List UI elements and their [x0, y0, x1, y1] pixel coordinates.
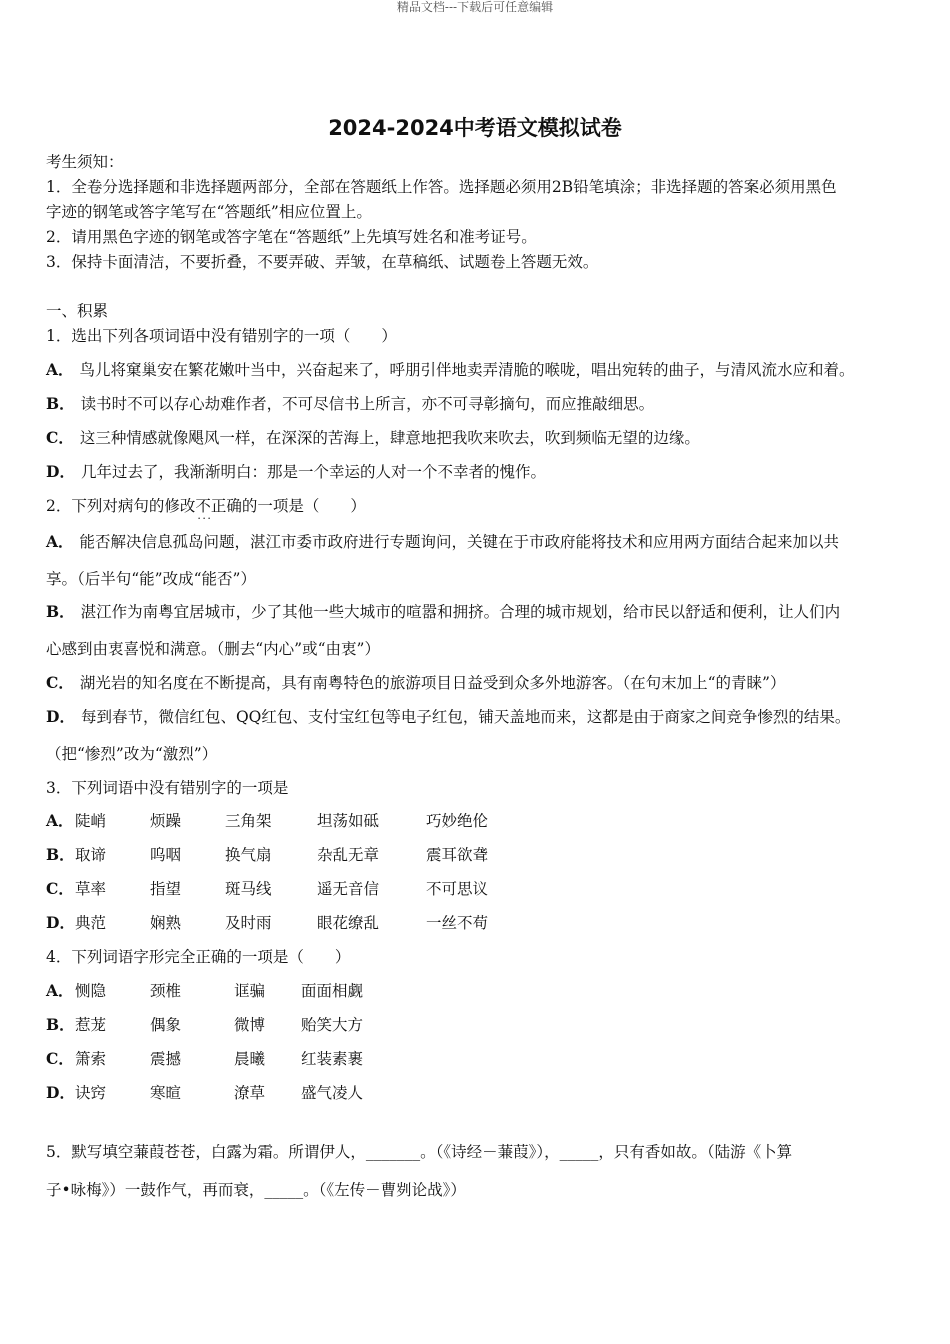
- emphasis-text: 不正确 · · ·: [195, 497, 242, 515]
- word: 盛气凌人: [301, 1084, 364, 1102]
- word: 典范: [75, 914, 107, 932]
- page-title: 2024-2024中考语文模拟试卷: [328, 116, 622, 140]
- word: 潦草: [234, 1084, 266, 1102]
- option-label: B．: [46, 394, 75, 413]
- option-label: B．: [46, 1015, 75, 1034]
- option-label: A．: [46, 360, 74, 379]
- word: 巧妙绝伦: [426, 812, 489, 830]
- option-b: [46, 602, 840, 622]
- word: 娴熟: [150, 914, 182, 932]
- question-stem-cont: 子•咏梅》）一鼓作气，再而衰，_____。（《左传－曹刿论战》）: [46, 1181, 466, 1199]
- option-d: [46, 707, 850, 727]
- option-label: C．: [46, 428, 74, 447]
- option-text: 湖光岩的知名度在不断提高，具有南粤特色的旅游项目日益受到众多外地游客。（在句末加上“的青睐”）: [79, 674, 786, 692]
- question-stem: 1．选出下列各项词语中没有错别字的一项（ ）: [46, 327, 397, 345]
- word: 贻笑大方: [301, 1016, 364, 1034]
- word: 斑马线: [225, 880, 272, 898]
- notice-item: 2．请用黑色字迹的钢笔或答字笔在“答题纸”上先填写姓名和准考证号。: [46, 228, 537, 246]
- option-label: B．: [46, 602, 75, 621]
- option-b-cont: 心感到由衷喜悦和满意。（删去“内心”或“由衷”）: [46, 640, 380, 658]
- word: 遥无音信: [317, 880, 380, 898]
- question-stem: 4．下列词语字形完全正确的一项是（ ）: [46, 948, 351, 966]
- option-label: A．: [46, 532, 74, 551]
- word: 微博: [234, 1016, 266, 1034]
- question-stem: [46, 496, 366, 516]
- notice-item: 3．保持卡面清洁，不要折叠，不要弄破、弄皱，在草稿纸、试题卷上答题无效。: [46, 253, 599, 271]
- option-label: A．: [46, 811, 74, 830]
- word: 不可思议: [426, 880, 489, 898]
- stem-pre: 2．下列对病句的修改: [46, 497, 196, 515]
- option-label: A．: [46, 981, 74, 1000]
- option-text: 湛江作为南粤宜居城市，少了其他一些大城市的喧嚣和拥挤。合理的城市规划，给市民以舒适和便利，让人们内: [80, 603, 841, 621]
- word: 及时雨: [225, 914, 272, 932]
- word: 震撼: [150, 1050, 182, 1068]
- question-stem: 5．默写填空蒹葭苍苍，白露为霜。所谓伊人，_______。（《诗经－蒹葭》），_____，只有香如故。（陆游《卜算: [46, 1143, 793, 1161]
- word: 诓骗: [234, 982, 266, 1000]
- word: 诀窍: [75, 1084, 107, 1102]
- option-text: 每到春节，微信红包、QQ红包、支付宝红包等电子红包，铺天盖地而来，这都是由于商家之间竞争惨烈的结果。: [80, 708, 851, 726]
- option-label: C．: [46, 1049, 74, 1068]
- word: 惹茏: [75, 1016, 107, 1034]
- option-c: [46, 673, 785, 693]
- word: 三角架: [225, 812, 272, 830]
- word: 烦躁: [150, 812, 182, 830]
- word: 换气扇: [225, 846, 272, 864]
- notice-item: 1．全卷分选择题和非选择题两部分，全部在答题纸上作答。选择题必须用2B铅笔填涂；非选择题的答案必须用黑色: [46, 178, 837, 196]
- option-label: B．: [46, 845, 75, 864]
- word: 草率: [75, 880, 107, 898]
- option-d-cont: （把“惨烈”改为“激烈”）: [46, 745, 218, 763]
- notice-heading: 考生须知：: [46, 153, 124, 171]
- option-label: D．: [46, 707, 75, 726]
- word: 箫索: [75, 1050, 107, 1068]
- option-label: D．: [46, 462, 75, 481]
- word: 寒暄: [150, 1084, 182, 1102]
- option-label: C．: [46, 673, 74, 692]
- option-label: D．: [46, 1083, 75, 1102]
- word: 震耳欲聋: [426, 846, 489, 864]
- option-text: 能否解决信息孤岛问题，湛江市委市政府进行专题询问，关键在于市政府能将技术和应用两方面结合起来加以共: [79, 533, 840, 551]
- word: 杂乱无章: [317, 846, 380, 864]
- option-text: 这三种情感就像飓风一样，在深深的苦海上，肆意地把我吹来吹去，吹到频临无望的边缘。: [79, 429, 700, 447]
- word: 晨曦: [234, 1050, 266, 1068]
- word: 指望: [150, 880, 182, 898]
- word: 坦荡如砥: [317, 812, 380, 830]
- option-text: 读书时不可以存心劫难作者，不可尽信书上所言，亦不可寻彰摘句，而应推敲细思。: [80, 395, 655, 413]
- option-a-cont: 享。（后半句“能”改成“能否”）: [46, 570, 256, 588]
- word: 呜咽: [150, 846, 182, 864]
- word: 取谛: [75, 846, 107, 864]
- stem-post: 的一项是（ ）: [241, 497, 366, 515]
- word: 面面相觑: [301, 982, 364, 1000]
- option-b: [46, 394, 654, 414]
- word: 红装素裹: [301, 1050, 364, 1068]
- option-c: [46, 428, 700, 448]
- option-label: D．: [46, 913, 75, 932]
- notice-item: 字迹的钢笔或答字笔写在“答题纸”相应位置上。: [46, 203, 372, 221]
- option-a: [46, 360, 855, 380]
- option-a: [46, 532, 839, 552]
- word: 一丝不苟: [426, 914, 489, 932]
- option-label: C．: [46, 879, 74, 898]
- option-text: 鸟儿将窠巢安在繁花嫩叶当中，兴奋起来了，呼朋引伴地卖弄清脆的喉咙，唱出宛转的曲子，与清风流水应和着。: [79, 361, 855, 379]
- option-text: 几年过去了，我渐渐明白：那是一个幸运的人对一个不幸者的愧作。: [80, 463, 546, 481]
- word: 偶象: [150, 1016, 182, 1034]
- word: 恻隐: [75, 982, 107, 1000]
- option-d: [46, 462, 546, 482]
- question-stem: 3．下列词语中没有错别字的一项是: [46, 779, 289, 797]
- word: 陡峭: [75, 812, 107, 830]
- word: 颈椎: [150, 982, 182, 1000]
- header-note: 精品文档---下载后可任意编辑: [396, 0, 554, 14]
- section-heading: 一、积累: [46, 302, 109, 320]
- word: 眼花缭乱: [317, 914, 380, 932]
